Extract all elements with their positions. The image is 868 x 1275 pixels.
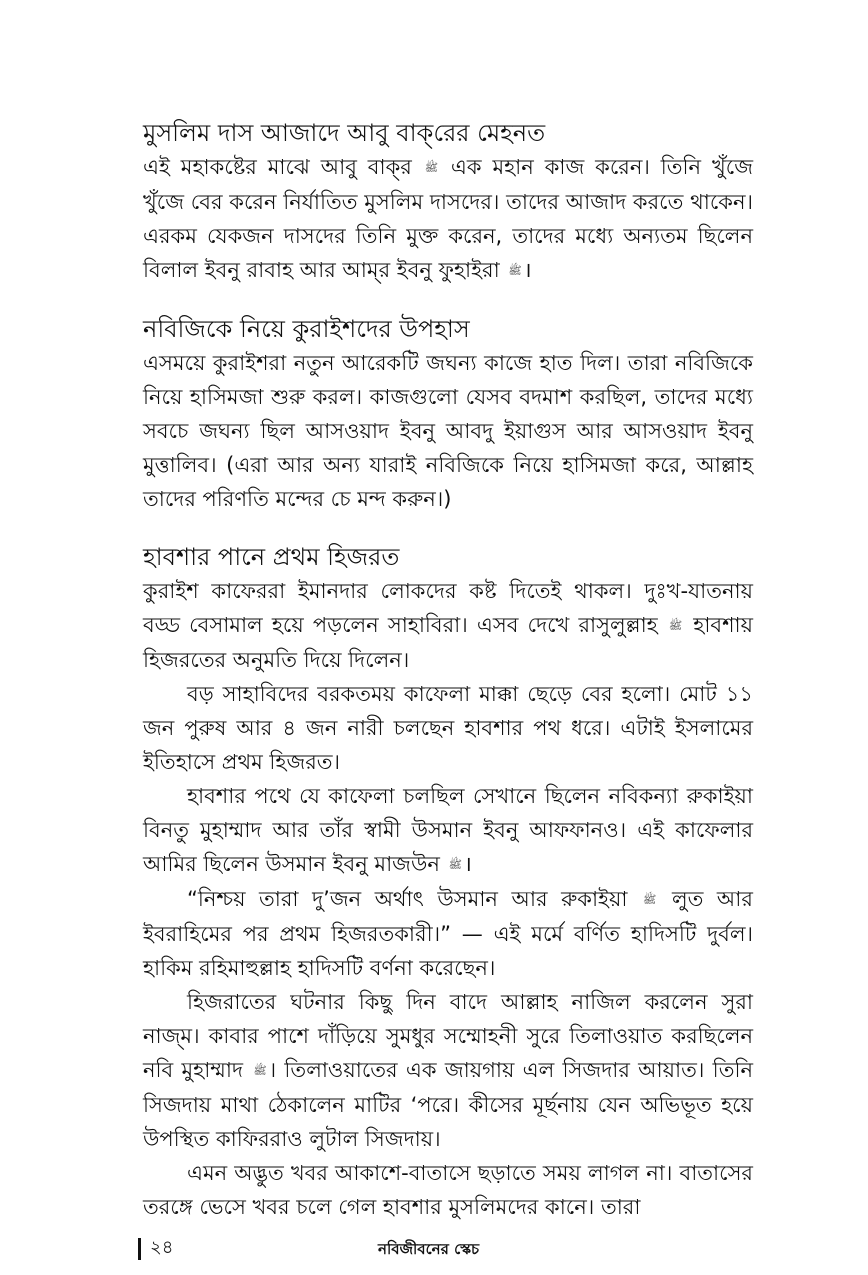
paragraph bbox=[143, 779, 753, 882]
honorific-mark-icon: ﷺ bbox=[424, 161, 439, 174]
page-number: ২৪ bbox=[150, 1237, 174, 1258]
paragraph: বড় সাহাবিদের বরকতময় কাফেলা মাক্কা ছেড়ে বের হলো। মোট ১১ জন পুরুষ আর ৪ জন নারী চলছেন হাবশার পথ ধরে। এটাই ইসলামের ইতিহাসে প্রথম হিজরত। bbox=[143, 682, 753, 774]
honorific-mark-icon: ﷺ bbox=[253, 1064, 267, 1077]
paragraph-text: হিজরাতের ঘটনার কিছু দিন বাদে আল্লাহ নাজিল করলেন সুরা নাজ্‌ম। কাবার পাশে দাঁড়িয়ে সুমধুর সম্মোহনী সুরে তিলাওয়াত করছিলেন নবি মুহাম্মাদ bbox=[143, 990, 753, 1082]
paragraph-text: । bbox=[463, 852, 472, 876]
page-footer bbox=[138, 1236, 758, 1264]
footer-rule bbox=[138, 1238, 141, 1260]
honorific-mark-icon: ﷺ bbox=[668, 619, 683, 632]
section-heading: নবিজিকে নিয়ে কুরাইশদের উপহাস bbox=[143, 315, 470, 343]
page-body bbox=[143, 118, 753, 1250]
paragraph bbox=[143, 882, 753, 985]
paragraph: এসময়ে কুরাইশরা নতুন আরেকটি জঘন্য কাজে হাত দিল। তারা নবিজিকে নিয়ে হাসিমজা শুরু করল। কাজগুলো যেসব বদমাশ করছিল, তাদের মধ্যে সবচে জঘন্য ছিল আসওয়াদ ইবনু আবদু ইয়াগুস আর আসওয়াদ ইবনু মুত্তালিব। (এরা আর অন্য যারাই নবিজিকে নিয়ে হাসিমজা করে, আল্লাহ তাদের পরিণতি মন্দের চে মন্দ করুন।) bbox=[143, 351, 753, 511]
running-title: নবিজীবনের স্কেচ bbox=[378, 1240, 480, 1258]
honorific-mark-icon: ﷺ bbox=[643, 893, 657, 906]
paragraph-text: লুত আর ইবরাহিমের পর প্রথম হিজরতকারী।” — এই মর্মে বর্ণিত হাদিসটি দুর্বল। হাকিম রহিমাহুল্লাহ হাদিসটি বর্ণনা করেছেন। bbox=[143, 887, 753, 980]
section-freeing-slaves bbox=[143, 118, 753, 288]
honorific-mark-icon: ﷺ bbox=[508, 264, 522, 277]
paragraph-text: । bbox=[523, 258, 532, 282]
section-mockery bbox=[143, 314, 753, 516]
paragraph: এমন অদ্ভুত খবর আকাশে-বাতাসে ছড়াতে সময় লাগল না। বাতাসের তরঙ্গে ভেসে খবর চলে গেল হাবশার মুসলিমদের কানে। তারা bbox=[143, 1161, 753, 1219]
paragraph-text: হাবশায় হিজরতের অনুমতি দিয়ে দিলেন। bbox=[143, 613, 753, 672]
paragraph-text: কুরাইশ কাফেররা ইমানদার লোকদের কষ্ট দিতেই থাকল। দুঃখ-যাতনায় বড্ড বেসামাল হয়ে পড়লেন সাহাবিরা। এসব দেখে রাসুলুল্লাহ bbox=[143, 579, 753, 637]
paragraph bbox=[143, 150, 753, 288]
section-heading: হাবশার পানে প্রথম হিজরত bbox=[143, 543, 400, 571]
paragraph-text: “নিশ্চয় তারা দু’জন অর্থাৎ উসমান আর রুকাইয়া bbox=[187, 887, 628, 911]
paragraph-text: এক মহান কাজ করেন। তিনি খুঁজে খুঁজে বের করেন নির্যাতিত মুসলিম দাসদের। তাদের আজাদ করতে থাকেন। এরকম যেকজন দাসদের তিনি মুক্ত করেন, তাদের মধ্যে অন্যতম ছিলেন বিলাল ইবনু রাবাহ আর আম্‌র ইবনু ফুহাইরা bbox=[143, 155, 753, 282]
section-first-hijrah bbox=[143, 542, 753, 1224]
section-heading: মুসলিম দাস আজাদে আবু বাক্‌রের মেহনত bbox=[143, 119, 546, 147]
honorific-mark-icon: ﷺ bbox=[448, 858, 462, 871]
paragraph-text: । তিলাওয়াতের এক জায়গায় এল সিজদার আয়াত। তিনি সিজদায় মাথা ঠেকালেন মাটির ‘পরে। কীসের মূর্ছনায় যেন অভিভূত হয়ে উপস্থিত কাফিররাও লুটাল সিজদায়। bbox=[143, 1058, 753, 1151]
paragraph-text: এই মহাকষ্টের মাঝে আবু বাক্‌র bbox=[143, 155, 412, 179]
paragraph bbox=[143, 985, 753, 1156]
paragraph-text: হাবশার পথে যে কাফেলা চলছিল সেখানে ছিলেন নবিকন্যা রুকাইয়া বিনতু মুহাম্মাদ আর তাঁর স্বামী উসমান ইবনু আফফানও। এই কাফেলার আমির ছিলেন উসমান ইবনু মাজউন bbox=[143, 784, 753, 876]
paragraph bbox=[143, 574, 753, 677]
